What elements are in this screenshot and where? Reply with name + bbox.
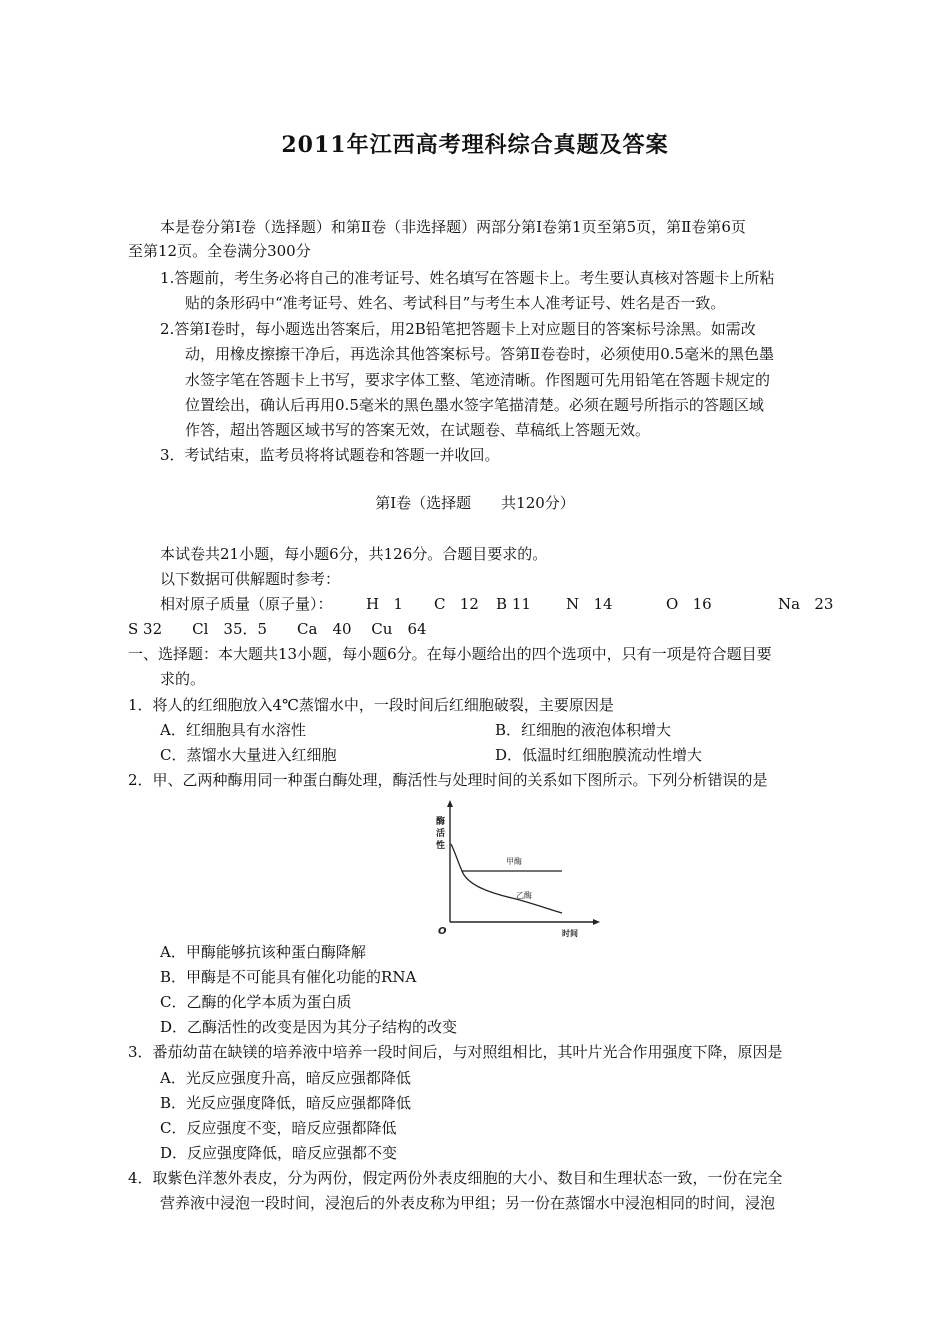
question-1-stem: 1．将人的红细胞放入4℃蒸馏水中，一段时间后红细胞破裂，主要原因是 [128,696,614,714]
part-1-heading-line-2: 求的。 [160,670,206,688]
y-axis-arrow [447,800,453,807]
series-label-jia: 甲酶 [506,857,522,866]
x-axis-arrow [593,919,600,925]
enzyme-activity-figure [434,800,604,940]
section-heading: 第Ⅰ卷（选择题 共120分） [375,494,575,512]
y-axis-label-3: 性 [436,841,446,851]
part-1-heading-line-1: 一、选择题：本大题共13小题，每小题6分。在每小题给出的四个选项中，只有一项是符合题目要 [128,645,772,663]
y-axis-label-1: 酶 [436,817,446,827]
curve-yi [462,871,562,913]
note-2-line-3: 水签字笔在答题卡上书写，要求字体工整、笔迹清晰。作图题可先用铅笔在答题卡规定的 [185,371,771,389]
question-1-option-b: B．红细胞的液泡体积增大 [495,721,672,739]
reference-intro: 以下数据可供解题时参考： [160,570,341,588]
question-2-option-d: D．乙酶活性的改变是因为其分子结构的改变 [160,1018,458,1036]
question-2-option-b: B．甲酶是不可能具有催化功能的RNA [160,968,417,986]
atomic-mass-h: H 1 [366,595,403,613]
note-3-line-1: 3．考试结束，监考员将将试题卷和答题一并收回。 [160,446,500,464]
atomic-mass-b: B 11 [496,595,531,613]
atomic-mass-row-2: S 32 Cl 35．5 Ca 40 Cu 64 [128,620,427,638]
atomic-mass-na: Na 23 [778,595,834,613]
intro-line-2: 至第12页。全卷满分300分 [128,242,311,260]
note-2-line-4: 位置绘出，确认后再用0.5毫米的黑色墨水签字笔描清楚。必须在题号所指示的答题区域 [185,396,764,414]
question-1-option-c: C．蒸馏水大量进入红细胞 [160,746,337,764]
atomic-mass-c: C 12 [434,595,479,613]
question-1-option-a: A．红细胞具有水溶性 [160,721,306,739]
y-axis-label-2: 活 [436,829,446,839]
atomic-mass-o: O 16 [666,595,712,613]
note-1-line-2: 贴的条形码中“准考证号、姓名、考试科目”与考生本人准考证号、姓名是否一致。 [185,294,726,312]
test-info: 本试卷共21小题，每小题6分，共126分。合题目要求的。 [160,545,548,563]
question-2-stem: 2．甲、乙两种酶用同一种蛋白酶处理，酶活性与处理时间的关系如下图所示。下列分析错误的是 [128,771,768,789]
note-2-line-1: 2.答第Ⅰ卷时，每小题选出答案后，用2B铅笔把答题卡上对应题目的答案标号涂黑。如需改 [160,320,756,338]
note-1-line-1: 1.答题前，考生务必将自己的准考证号、姓名填写在答题卡上。考生要认真核对答题卡上所粘 [160,269,775,287]
question-4-line-2: 营养液中浸泡一段时间，浸泡后的外表皮称为甲组；另一份在蒸馏水中浸泡相同的时间，浸泡 [160,1194,776,1212]
question-2-option-c: C．乙酶的化学本质为蛋白质 [160,993,352,1011]
question-3-option-d: D．反应强度降低，暗反应强都不变 [160,1144,398,1162]
question-3-stem: 3．番茄幼苗在缺镁的培养液中培养一段时间后，与对照组相比，其叶片光合作用强度下降，原因是 [128,1043,783,1061]
document-title: 2011年江西高考理科综合真题及答案 [281,132,669,158]
question-3-option-c: C．反应强度不变，暗反应强都降低 [160,1119,397,1137]
note-2-line-2: 动，用橡皮擦擦干净后，再选涂其他答案标号。答第Ⅱ卷卷时，必须使用0.5毫米的黑色墨 [185,345,775,363]
question-1-option-d: D．低温时红细胞膜流动性增大 [495,746,703,764]
origin-label: O [438,926,447,937]
atomic-mass-n: N 14 [566,595,613,613]
series-label-yi: 乙酶 [516,891,532,900]
intro-line-1: 本是卷分第Ⅰ卷（选择题）和第Ⅱ卷（非选择题）两部分第Ⅰ卷第1页至第5页，第Ⅱ卷第6页 [160,218,746,236]
atomic-mass-label: 相对原子质量（原子量）： [160,595,333,613]
question-3-option-a: A．光反应强度升高，暗反应强都降低 [160,1069,411,1087]
x-axis-label: 时间 [562,929,578,938]
question-2-option-a: A．甲酶能够抗该种蛋白酶降解 [160,943,366,961]
question-3-option-b: B．光反应强度降低，暗反应强都降低 [160,1094,412,1112]
question-4-line-1: 4．取紫色洋葱外表皮，分为两份，假定两份外表皮细胞的大小、数目和生理状态一致，一份在完全 [128,1169,783,1187]
note-2-line-5: 作答，超出答题区域书写的答案无效，在试题卷、草稿纸上答题无效。 [185,421,651,439]
